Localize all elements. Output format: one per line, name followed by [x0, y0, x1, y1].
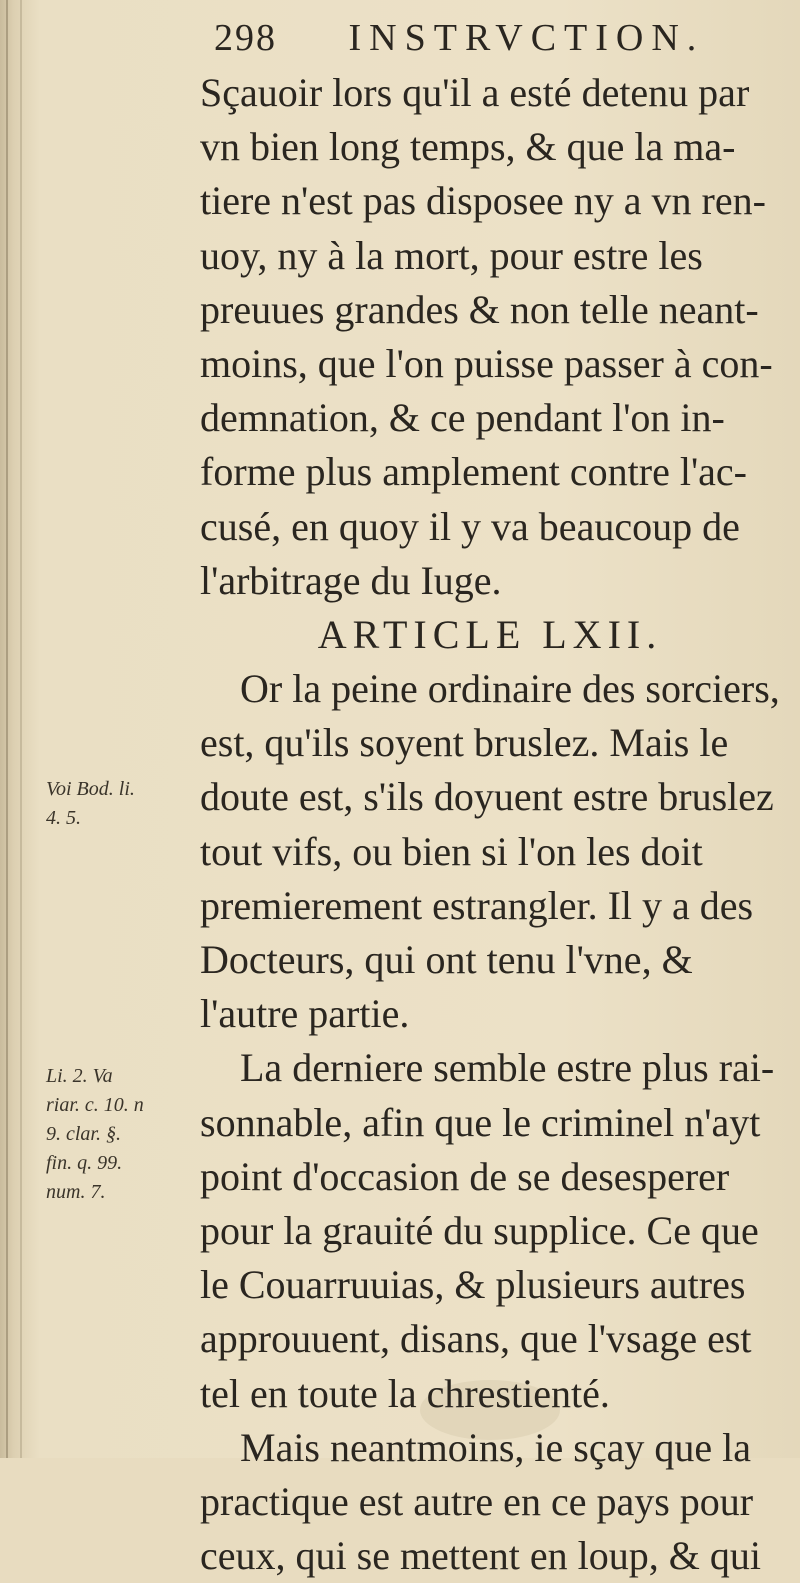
text-line: ceux, qui se mettent en loup, & qui — [200, 1533, 761, 1579]
margin-note-line: 9. clar. §. — [46, 1123, 121, 1145]
margin-note-line: riar. c. 10. n — [46, 1094, 144, 1116]
text-line: pour la grauité du supplice. Ce que — [200, 1207, 759, 1253]
text-line: La derniere semble estre plus rai- — [240, 1045, 775, 1091]
text-line: sonnable, afin que le criminel n'ayt — [200, 1099, 761, 1145]
margin-note-line: fin. q. 99. — [46, 1152, 123, 1174]
text-line: moins, que l'on puisse passer à con- — [200, 340, 773, 386]
binding-edge — [20, 0, 22, 1458]
running-title: INSTRVCTION. — [348, 17, 705, 59]
text-line: premierement estrangler. Il y a des — [200, 882, 754, 928]
running-header — [214, 16, 774, 68]
text-line: Sçauoir lors qu'il a esté detenu par — [200, 70, 750, 115]
margin-note-covarruvias — [46, 1062, 196, 1207]
text-line: tiere n'est pas disposee ny a vn ren- — [200, 178, 766, 224]
text-line: uoy, ny à la mort, pour estre les — [200, 232, 703, 278]
text-line: l'autre partie. — [200, 991, 410, 1037]
text-line: Mais neantmoins, ie sçay que la — [240, 1424, 751, 1470]
text-line: tel en toute la chrestienté. — [200, 1370, 610, 1416]
text-line: Or la peine ordinaire des sorciers, — [240, 666, 780, 712]
margin-note-line: num. 7. — [46, 1181, 106, 1203]
binding-gutter — [6, 0, 8, 1458]
text-line: demnation, & ce pendant l'on in- — [200, 395, 725, 441]
text-line: vn bien long temps, & que la ma- — [200, 124, 736, 170]
text-line: approuuent, disans, que l'vsage est — [200, 1316, 752, 1362]
text-line: Docteurs, qui ont tenu l'vne, & — [200, 937, 693, 982]
text-line: tout vifs, ou bien si l'on les doit — [200, 828, 703, 874]
text-line: est, qu'ils soyent bruslez. Mais le — [200, 720, 729, 766]
text-line: practique est autre en ce pays pour — [200, 1478, 754, 1524]
text-line: le Couarruuias, & plusieurs autres — [200, 1262, 746, 1308]
article-heading: ARTICLE LXII. — [317, 611, 663, 657]
margin-note-bodin — [46, 775, 196, 833]
text-line: cusé, en quoy il y va beaucoup de — [200, 503, 740, 549]
page-number: 298 — [214, 17, 277, 59]
body-text — [200, 66, 780, 1583]
margin-note-line: Voi Bod. li. — [46, 778, 135, 800]
text-line: preuues grandes & non telle neant- — [200, 286, 759, 332]
text-line: l'arbitrage du Iuge. — [200, 557, 502, 603]
margin-note-line: Li. 2. Va — [46, 1065, 113, 1087]
text-line: doute est, s'ils doyuent estre bruslez — [200, 774, 774, 820]
text-line: point d'occasion de se desesperer — [200, 1153, 730, 1199]
margin-note-line: 4. 5. — [46, 807, 81, 829]
text-line: forme plus amplement contre l'ac- — [200, 449, 747, 495]
